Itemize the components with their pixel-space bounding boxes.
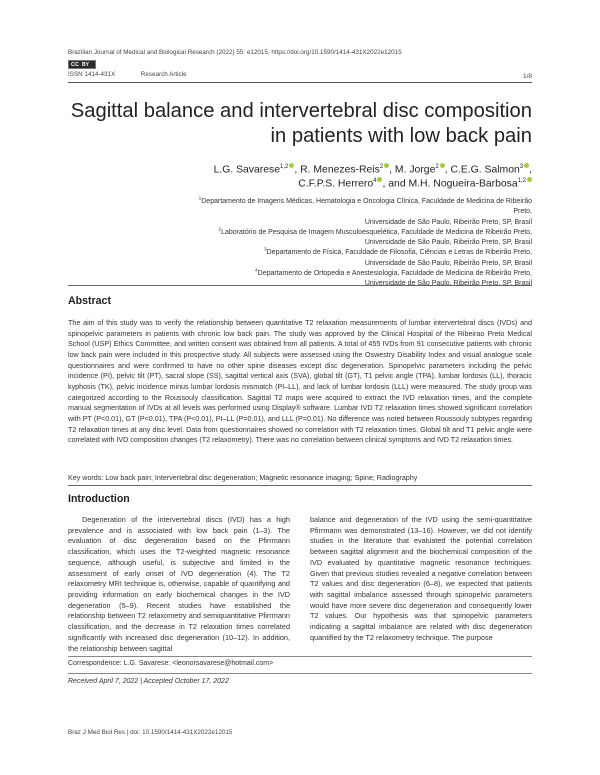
correspondence[interactable]: Correspondence: L.G. Savarese: <leonorsavarese@hotmail.com> [68,660,274,667]
header-divider [68,82,532,83]
abstract-heading: Abstract [68,295,111,307]
article-title: Sagittal balance and intervertebral disc composition in patients with low back pain [70,100,532,147]
orcid-icon[interactable] [527,177,532,182]
orcid-icon[interactable] [384,163,389,168]
orcid-icon[interactable] [377,177,382,182]
correspondence-divider [68,656,532,657]
keywords: Key words: Low back pain; Intervertebral disc degeneration; Magnetic resonance imaging; Spine; Radiography [68,474,418,482]
affiliations [180,197,532,290]
orcid-icon[interactable] [440,163,445,168]
author[interactable]: C.E.G. Salmon [450,164,520,176]
author[interactable]: R. Menezes-Reis [300,164,380,176]
affiliation: $^4$Departamento de Ortopedia e Anestesiologia, Faculdade de Medicina de Ribeirão Preto, [254,268,532,278]
author[interactable]: M. Jorge [394,164,436,176]
page-footer: Braz J Med Biol Res | doi: 10.1590/1414-431X2022e12015 [68,729,233,736]
issn-line [68,57,96,66]
affiliation-line: Universidade de São Paulo, Ribeirão Preto, SP, Brasil [364,218,532,226]
intro-divider [68,485,532,486]
issn: ISSN 1414-431X [68,71,116,78]
received-dates: Received April 7, 2022 | Accepted October 17, 2022 [68,678,229,685]
author-list [150,163,532,192]
abstract-divider [68,285,532,286]
intro-column-left: Degeneration of the intervertebral discs (IVD) has a high prevalence and is associated with low back pain (1–3). The evaluation of disc degeneration based on the Pfirrmann classification, which uses the T2-weighted magnetic resonance sequence, although useful, is subjective and limited in the assessment of early onset of IVD degeneration (4). The T2 relaxometry MRI technique is, otherwise, capable of quantifying and providing information on early biochemical changes in the IVD degeneration (5–9). Recent studies have established the relationship between T2 relaxometry and semiquantitative Pfirrmann classification, and the decrease in T2 relaxation times correlated significantly with increased disc degeneration (10–12). In addition, the relationship between sagittal [68,515,290,653]
article-type: Research Article [140,71,187,78]
received-divider [68,673,532,674]
page-number: 1/8 [522,73,532,80]
cc-license-badge[interactable] [68,60,96,69]
affiliation-line: Universidade de São Paulo, Ribeirão Preto, SP, Brasil [364,280,532,288]
author[interactable]: M.H. Nogueira-Barbosa [408,178,518,190]
affiliation: $^1$Departamento de Imagens Médicas, Hematologia e Oncologia Clínica, Faculdade de Medicina de Ribeirão Preto, [198,196,532,216]
author[interactable]: C.F.P.S. Herrero [298,178,374,190]
intro-column-right: balance and degeneration of the IVD using the semi-quantitative Pfirrmann was demonstrated (13–16). However, we did not identify studies in the literature that evaluated the potential correlation between sagittal alignment and the biochemical composition of the IVD evaluated by quantitative magnetic resonance techniques. Given that previous studies revealed a negative correlation between T2 values and disc degeneration (6–8), we expected that patients with sagittal imbalance assessed through spinopelvic parameters would have more severe disc degeneration and consequently lower T2 values. Our hypothesis was that spinopelvic parameters indicating a sagittal imbalance are related with disc degeneration quantified by the T2 relaxometry technique. The purpose [310,515,532,642]
issn-row [68,71,187,78]
affiliation: $^2$Laboratório de Pesquisa de Imagem Musculoesquelética, Faculdade de Medicina de Ribeirão Preto, [218,227,532,236]
by-icon: BY [82,62,89,68]
introduction-heading: Introduction [68,493,130,505]
author[interactable]: L.G. Savarese [213,164,280,176]
affiliation-line: Universidade de São Paulo, Ribeirão Preto, SP, Brasil [364,239,532,247]
author-line-1: L.G. Savarese$^{1,2}$ , R. Menezes-Reis$^2$ , M. Jorge$^2$ , C.E.G. Salmon$^3$ , [213,164,532,176]
affiliation-line: Universidade de São Paulo, Ribeirão Preto, SP, Brasil [364,259,532,267]
abstract-text: The aim of this study was to verify the relationship between quantitative T2 relaxation measurements of lumbar intervertebral discs (IVDs) and spinopelvic parameters in patients with chronic low back pain. The study was approved by the Clinical Hospital of the Ribeirao Preto Medical School (USP) Ethics Committee, and written consent was obtained from all patients. A total of 455 IVDs from 91 consecutive patients with chronic low back pain were included in this prospective study. All subjects were assessed using the Oswestry Disability Index and visual analogue scale questionnaires and were confirmed to have no other spine diseases except disc degeneration. Spinopelvic parameters including the pelvic incidence (PI), pelvic tilt (PT), sacral slope (SS), sagittal vertical axis (SVA), global tilt (GT), T1 pelvic angle (TPA), lumbar lordosis (LL), thoracic kyphosis (TK), pelvic incidence minus lumbar lordosis mismatch (PI–LL), and lack of lumbar lordosis (LLL) were measured. The study group was categorized according to the Roussouly classification. Sagittal T2 maps were acquired to extract the IVD relaxation times, and the complete manual segmentation of IVDs at all levels was performed using Display® software. Lumbar IVD T2 relaxation times showed significant correlation with PT (P<0.01), GT (P<0.01), TPA (P<0.01), PI–LL (P=0.01), and LLL (P=0.01). No difference was noted between Roussouly subtypes regarding T2 relaxation times at any disc level. Data from questionnaires showed no correlation with T2 relaxation times. Global tilt and T1 pelvic angle were correlated with IVD composition changes (T2 relaxometry). There was no correlation between clinical symptoms and IVD T2 relaxation times. [68,319,532,445]
author-line-2: C.F.P.S. Herrero$^4$ , and M.H. Nogueira-Barbosa$^{1,2}$ [150,177,532,191]
orcid-icon[interactable] [289,163,294,168]
journal-citation: Brazilian Journal of Medical and Biological Research (2022) 55: e12015, https://doi.org/10.1590/1414-431X2022e12015 [68,49,402,56]
cc-icon: CC [71,62,79,68]
affiliation: $^3$Departamento de Física, Faculdade de Filosofia, Ciências e Letras de Ribeirão Preto, [263,248,532,257]
orcid-icon[interactable] [524,163,529,168]
